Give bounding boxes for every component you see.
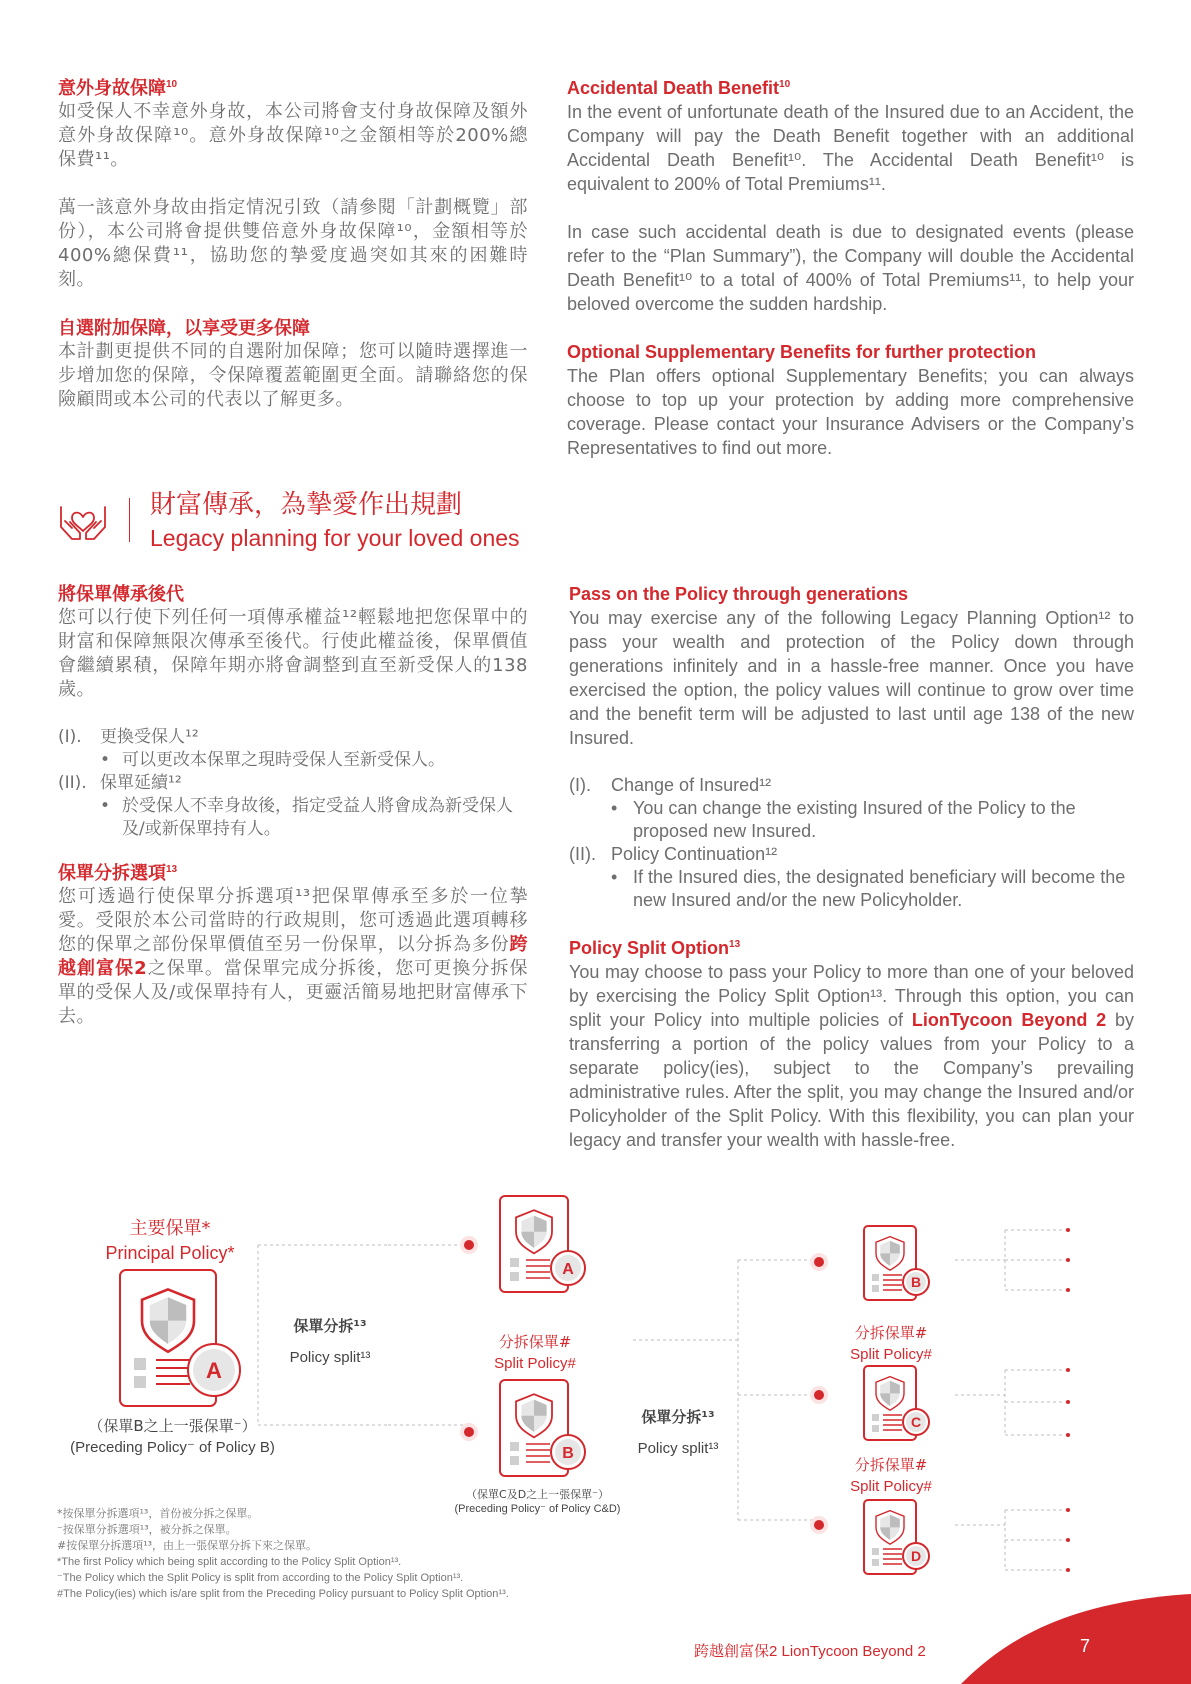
policy-split-label-1: 保單分拆¹³ Policy split¹³ <box>289 1317 371 1366</box>
policy-letter: B <box>910 1274 922 1290</box>
policy-document-icon <box>120 1270 240 1406</box>
list-item: (II). 保單延續¹² <box>58 773 182 793</box>
list-item: (II). Policy Continuation¹² <box>569 844 778 864</box>
policy-letter: B <box>562 1445 574 1462</box>
adb-paragraph-1-zh: 如受保人不幸意外身故，本公司將會支付身故保障及額外意外身故保障¹⁰。意外身故保障¹⁰之金額相等於200%總保費¹¹。 <box>58 101 528 170</box>
policy-document-icon <box>864 1500 929 1574</box>
policy-split-label-2: 保單分拆¹³ Policy split¹³ <box>637 1408 719 1457</box>
pass-on-paragraph-zh: 您可以行使下列任何一項傳承權益¹²輕鬆地把您保單中的財富和保障無限次傳承至後代。行使此權益後，保單價值會繼續累積，保障年期亦將會調整到直至新受保人的138歲。 <box>58 607 528 700</box>
footnote: ⁻按保單分拆選項¹³，被分拆之保單。 <box>57 1523 237 1536</box>
list-subitem: • 於受保人不幸身故後，指定受益人將會成為新受保人及/或新保單持有人。 <box>100 796 513 839</box>
legacy-options-list-en <box>569 774 1134 912</box>
legacy-options-list-zh <box>58 726 528 841</box>
footnote: *按保單分拆選項¹³，首份被分拆之保單。 <box>57 1507 259 1520</box>
left-top-column <box>58 76 528 412</box>
list-item: (I). 更換受保人¹² <box>58 727 199 747</box>
adb-paragraph-2-zh: 萬一該意外身故由指定情況引致（請參閱「計劃概覽」部份），本公司將會提供雙倍意外身故保障¹⁰，金額相等於400%總保費¹¹，協助您的摯愛度過突如其來的困難時刻。 <box>58 197 528 290</box>
legacy-section-heading <box>58 490 558 550</box>
pass-on-paragraph-en: You may exercise any of the following Legacy Planning Option¹² to pass your wealth and protection of the Policy down through generations infinitely and in a hassle-free manner. Once you have exercised the option, the policy values will continue to grow over time and the benefit term will be adjusted to last until age 138 of the new Insured. <box>569 608 1134 748</box>
pass-on-title-zh: 將保單傳承後代 <box>58 584 184 604</box>
optional-benefit-title-zh: 自選附加保障，以享受更多保障 <box>58 318 310 338</box>
right-top-column <box>567 76 1134 460</box>
footnotes <box>57 1506 509 1602</box>
section-title-zh: 財富傳承，為摯愛作出規劃 <box>150 490 463 520</box>
policy-letter: A <box>206 1358 222 1383</box>
footnote: #按保單分拆選項¹³，由上一張保單分拆下來之保單。 <box>57 1539 318 1552</box>
adb-paragraph-2-en: In case such accidental death is due to designated events (please refer to the “Plan Summary”), the Company will double the Accidental Death Benefit¹⁰ to a total of 400% of Total Premiums¹¹, to help your beloved overcome the sudden hardship. <box>567 222 1134 314</box>
footnote: #The Policy(ies) which is/are split from the Preceding Policy pursuant to Policy Split Option¹³. <box>57 1588 509 1600</box>
policy-document-icon <box>864 1226 929 1300</box>
heading-divider <box>129 498 130 542</box>
optional-benefit-title-en: Optional Supplementary Benefits for further protection <box>567 342 1037 362</box>
split-option-paragraph-en: You may choose to pass your Policy to more than one of your beloved by exercising the Policy Split Option¹³. Through this option, you can split your Policy into multiple policies of LionTycoon Beyond 2 by transferring a portion of the policy values from your Policy to a separate policy(ies), subject to the Company’s prevailing administrative rules. After the split, you may change the Insured and/or Policyholder of the Split Policy. With this flexibility, you can plan your legacy and transfer your wealth with hassle-free. <box>569 962 1135 1150</box>
split-option-title-en: Policy Split Option$^{13}$ <box>569 938 741 958</box>
optional-benefit-paragraph-zh: 本計劃更提供不同的自選附加保障；您可以隨時選擇進一步增加您的保障，令保障覆蓋範圍更全面。請聯絡您的保險顧問或本公司的代表以了解更多。 <box>58 341 528 410</box>
split-policy-label-3: 分拆保單# Split Policy# <box>850 1456 932 1495</box>
page-number: 7 <box>1080 1636 1091 1656</box>
policy-letter: C <box>910 1414 922 1430</box>
footnote: *The first Policy which being split according to the Policy Split Option¹³. <box>57 1556 402 1568</box>
principal-policy-label: 主要保單* Principal Policy* <box>105 1218 235 1263</box>
adb-paragraph-1-en: In the event of unfortunate death of the Insured due to an Accident, the Company will pay the Death Benefit together with an additional Accidental Death Benefit¹⁰. The Accidental Death Benefit¹⁰ is equivalent to 200% of Total Premiums¹¹. <box>567 102 1134 194</box>
principal-note: （保單B之上一張保單⁻） (Preceding Policy⁻ of Policy B) <box>70 1417 275 1456</box>
footer-corner-shape <box>961 1594 1191 1684</box>
split-option-title-zh: 保單分拆選項$^{13}$ <box>58 863 178 883</box>
hands-heart-icon <box>58 495 108 545</box>
policy-b-note: （保單C及D之上一張保單⁻） (Preceding Policy⁻ of Policy C&D) <box>454 1488 621 1515</box>
split-policy-label-2: 分拆保單# Split Policy# <box>850 1324 932 1363</box>
policy-document-icon <box>864 1366 929 1440</box>
split-policy-label-1: 分拆保單# Split Policy# <box>494 1333 576 1372</box>
footnote: ⁻The Policy which the Split Policy is split from according to the Policy Split Option¹³. <box>57 1572 464 1584</box>
pass-on-title-en: Pass on the Policy through generations <box>569 584 909 604</box>
policy-document-icon <box>500 1380 585 1476</box>
policy-letter: D <box>910 1548 922 1564</box>
list-subitem: • If the Insured dies, the designated beneficiary will become the new Insured and/or the new Policyholder. <box>611 867 1126 910</box>
split-option-paragraph-zh: 您可透過行使保單分拆選項¹³把保單傳承至多於一位摯愛。受限於本公司當時的行政規則，您可透過此選項轉移您的保單之部份保單價值至另一份保單，以分拆為多份跨越創富保2之保單。當保單完成分拆後，您可更換分拆保單的受保人及/或保單持有人，更靈活簡易地把財富傳承下去。 <box>58 886 528 1027</box>
list-item: (I). Change of Insured¹² <box>569 775 772 795</box>
optional-benefit-paragraph-en: The Plan offers optional Supplementary Benefits; you can always choose to top up your protection by adding more comprehensive coverage. Please contact your Insurance Advisers or the Company’s Representatives to find out more. <box>567 366 1134 458</box>
left-mid-column <box>58 582 528 1029</box>
policy-document-icon <box>500 1196 585 1292</box>
right-mid-column <box>569 582 1134 1152</box>
adb-title-zh: 意外身故保障$^{10}$ <box>58 78 178 98</box>
list-subitem: • 可以更改本保單之現時受保人至新受保人。 <box>100 750 445 770</box>
footer-product-name: 跨越創富保2 LionTycoon Beyond 2 <box>694 1643 926 1660</box>
list-subitem: • You can change the existing Insured of the Policy to the proposed new Insured. <box>611 798 1076 841</box>
adb-title-en: Accidental Death Benefit$^{10}$ <box>567 78 791 98</box>
policy-letter: A <box>562 1261 574 1278</box>
section-title-en: Legacy planning for your loved ones <box>150 525 520 551</box>
